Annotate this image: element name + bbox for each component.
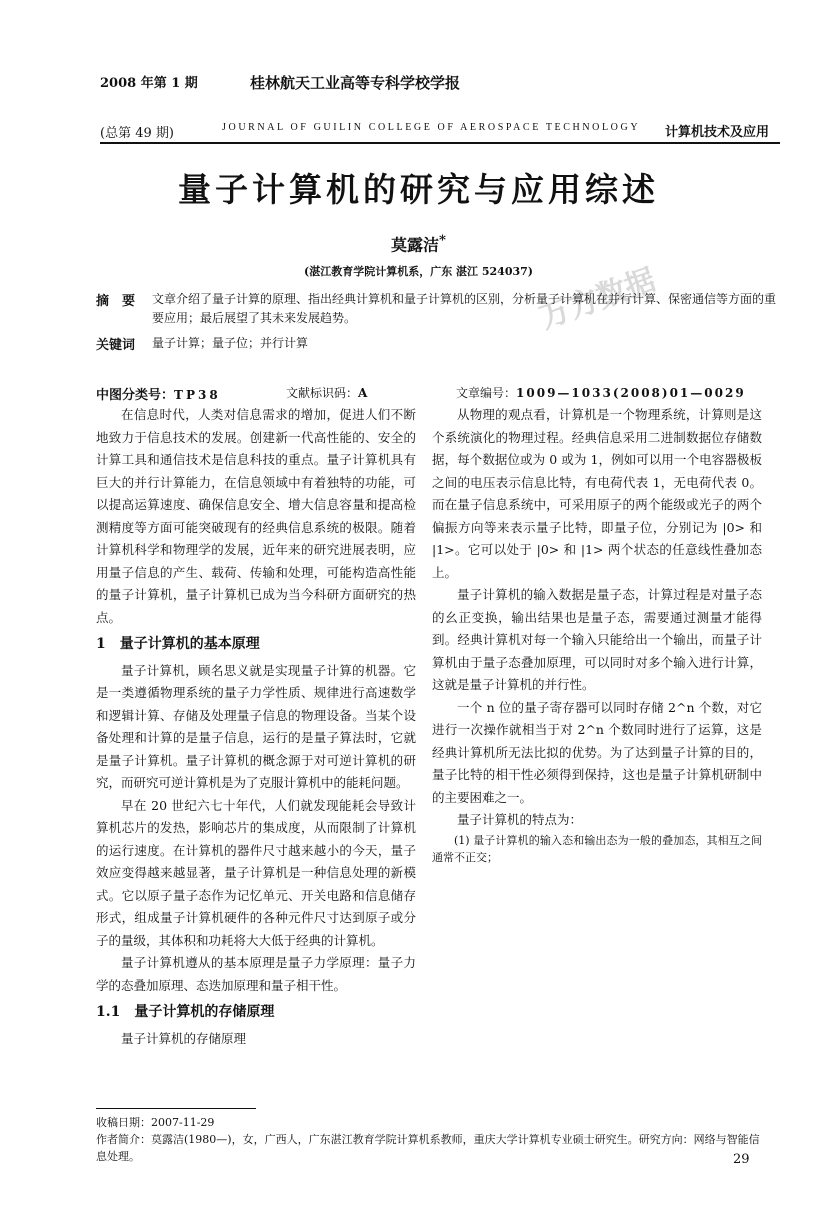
keywords-label: 关键词	[96, 338, 136, 353]
clc-value: TP38	[174, 388, 221, 402]
author-footnote-mark: *	[439, 232, 446, 248]
right-paragraph-2: 量子计算机的输入数据是量子态，计算过程是对量子态的幺正变换，输出结果也是量子态，需要通过测量才能得到。经典计算机对每一个输入只能给出一个输出，而量子计算机由于量子态叠加原理，可以同时对多个输入进行计算，这就是量子计算机的并行性。	[432, 587, 762, 692]
intro-paragraph: 在信息时代，人类对信息需求的增加，促进人们不断地致力于信息技术的发展。创建新一代高性能的、安全的计算工具和通信技术是信息科技的重点。量子计算机具有巨大的并行计算能力，在信息领域中有着独特的功能，可以提高运算速度、确保信息安全、增大信息容量和提高检测精度等方面可能突破现有的经典信息系统的极限。随着计算机科学和物理学的发展，近年来的研究进展表明，应用量子信息的产生、载荷、传输和处理，可能构造高性能的量子计算机，量子计算机已成为当今科研方面研究的热点。	[96, 407, 416, 625]
section-1-paragraph-2: 早在 20 世纪六七十年代，人们就发现能耗会导致计算机芯片的发热，影响芯片的集成度，从而限制了计算机的运行速度。在计算机的器件尺寸越来越小的今天，量子效应变得越来越显著，量子计算机是一种信息处理的新模式。它以原子量子态作为记忆单元、开关电路和信息储存形式，组成量子计算机硬件的各种元件尺寸达到原子或分子的量级，其体积和功耗将大大低于经典的计算机。	[96, 797, 416, 948]
section-1-1-heading: 1.1 量子计算机的存储原理	[96, 1004, 275, 1020]
section-1-1-paragraph: 量子计算机的存储原理	[121, 1030, 247, 1046]
header-journal-en: JOURNAL OF GUILIN COLLEGE OF AEROSPACE TECHNOLOGY	[222, 122, 641, 133]
doc-code-label: 文献标识码：	[286, 386, 359, 400]
article-affiliation: (湛江教育学院计算机系，广东 湛江 524037)	[304, 265, 533, 278]
header-journal-cn: 桂林航天工业高等专科学校学报	[250, 74, 461, 92]
footnote-received: 收稿日期：2007-11-29	[96, 1116, 215, 1129]
header-rule	[100, 142, 780, 144]
right-paragraph-3: 一个 n 位的量子寄存器可以同时存储 2^n 个数，对它进行一次操作就相当于对 2^n 个数同时进行了运算，这是经典计算机所无法比拟的优势。为了达到量子计算的目的，量子比特的相干性必须得到保持，这也是量子计算机研制中的主要困难之一。	[432, 699, 762, 805]
article-author	[0, 232, 837, 255]
watermark-logo: 万方数据	[535, 262, 661, 337]
doc-code-value: A	[358, 386, 368, 400]
article-title: 量子计算机的研究与应用综述	[178, 170, 659, 209]
footnote-block	[96, 1114, 766, 1165]
clc-label: 中图分类号：	[96, 388, 175, 403]
page-number: 29	[733, 1152, 750, 1167]
header-section: 计算机技术及应用	[665, 125, 770, 140]
abstract-block	[96, 290, 776, 353]
right-paragraph-4: 量子计算机的特点为：	[457, 812, 583, 827]
section-1-paragraph-3: 量子计算机遵从的基本原理是量子力学原理：量子力学的态叠加原理、态迭加原理和量子相干性。	[96, 955, 416, 993]
article-no-value: 1009—1033(2008)01—0029	[516, 386, 746, 400]
header-total-issue: (总第 49 期)	[100, 126, 174, 141]
right-column	[432, 404, 762, 1094]
footnote-author-bio: 作者简介：莫露洁(1980—)，女，广西人，广东湛江教育学院计算机系教师，重庆大学计算机专业硕士研究生。研究方向：网络与智能信息处理。	[96, 1133, 760, 1163]
classification-line	[96, 384, 786, 403]
right-paragraph-1: 从物理的观点看，计算机是一个物理系统，计算则是这个系统演化的物理过程。经典信息采用二进制数据位存储数据，每个数据位或为 0 或为 1，例如可以用一个电容器极板之间的电压表示信息比特，有电荷代表 1，无电荷代表 0。而在量子信息系统中，可采用原子的两个能级或光子的两个偏振方向等来表示量子比特，即量子位，分别记为 |0> 和 |1>。它可以处于 |0> 和 |1> 两个状态的任意线性叠加态上。	[432, 407, 762, 580]
abstract-label: 摘 要	[96, 294, 136, 309]
left-column	[96, 404, 416, 1104]
section-1-heading: 1 量子计算机的基本原理	[96, 636, 260, 652]
right-list-item-1: (1) 量子计算机的输入态和输出态为一般的叠加态，其相互之间通常不正交；	[432, 833, 762, 864]
header-year-issue: 2008 年第 1 期	[100, 76, 198, 91]
abstract-text: 文章介绍了量子计算的原理、指出经典计算机和量子计算机的区别，分析量子计算机在并行计算、保密通信等方面的重要应用；最后展望了其未来发展趋势。	[152, 292, 777, 325]
author-name: 莫露洁	[391, 235, 440, 255]
footnote-rule	[96, 1108, 256, 1109]
keywords-text: 量子计算；量子位；并行计算	[152, 336, 309, 350]
section-1-paragraph-1: 量子计算机，顾名思义就是实现量子计算的机器。它是一类遵循物理系统的量子力学性质、规律进行高速数学和逻辑计算、存储及处理量子信息的物理设备。当某个设备处理和计算的是量子信息，运行的是量子算法时，它就是量子计算机。量子计算机的概念源于对可逆计算机的研究，而研究可逆计算机是为了克服计算机中的能耗问题。	[96, 662, 416, 790]
article-no-label: 文章编号：	[456, 386, 517, 400]
